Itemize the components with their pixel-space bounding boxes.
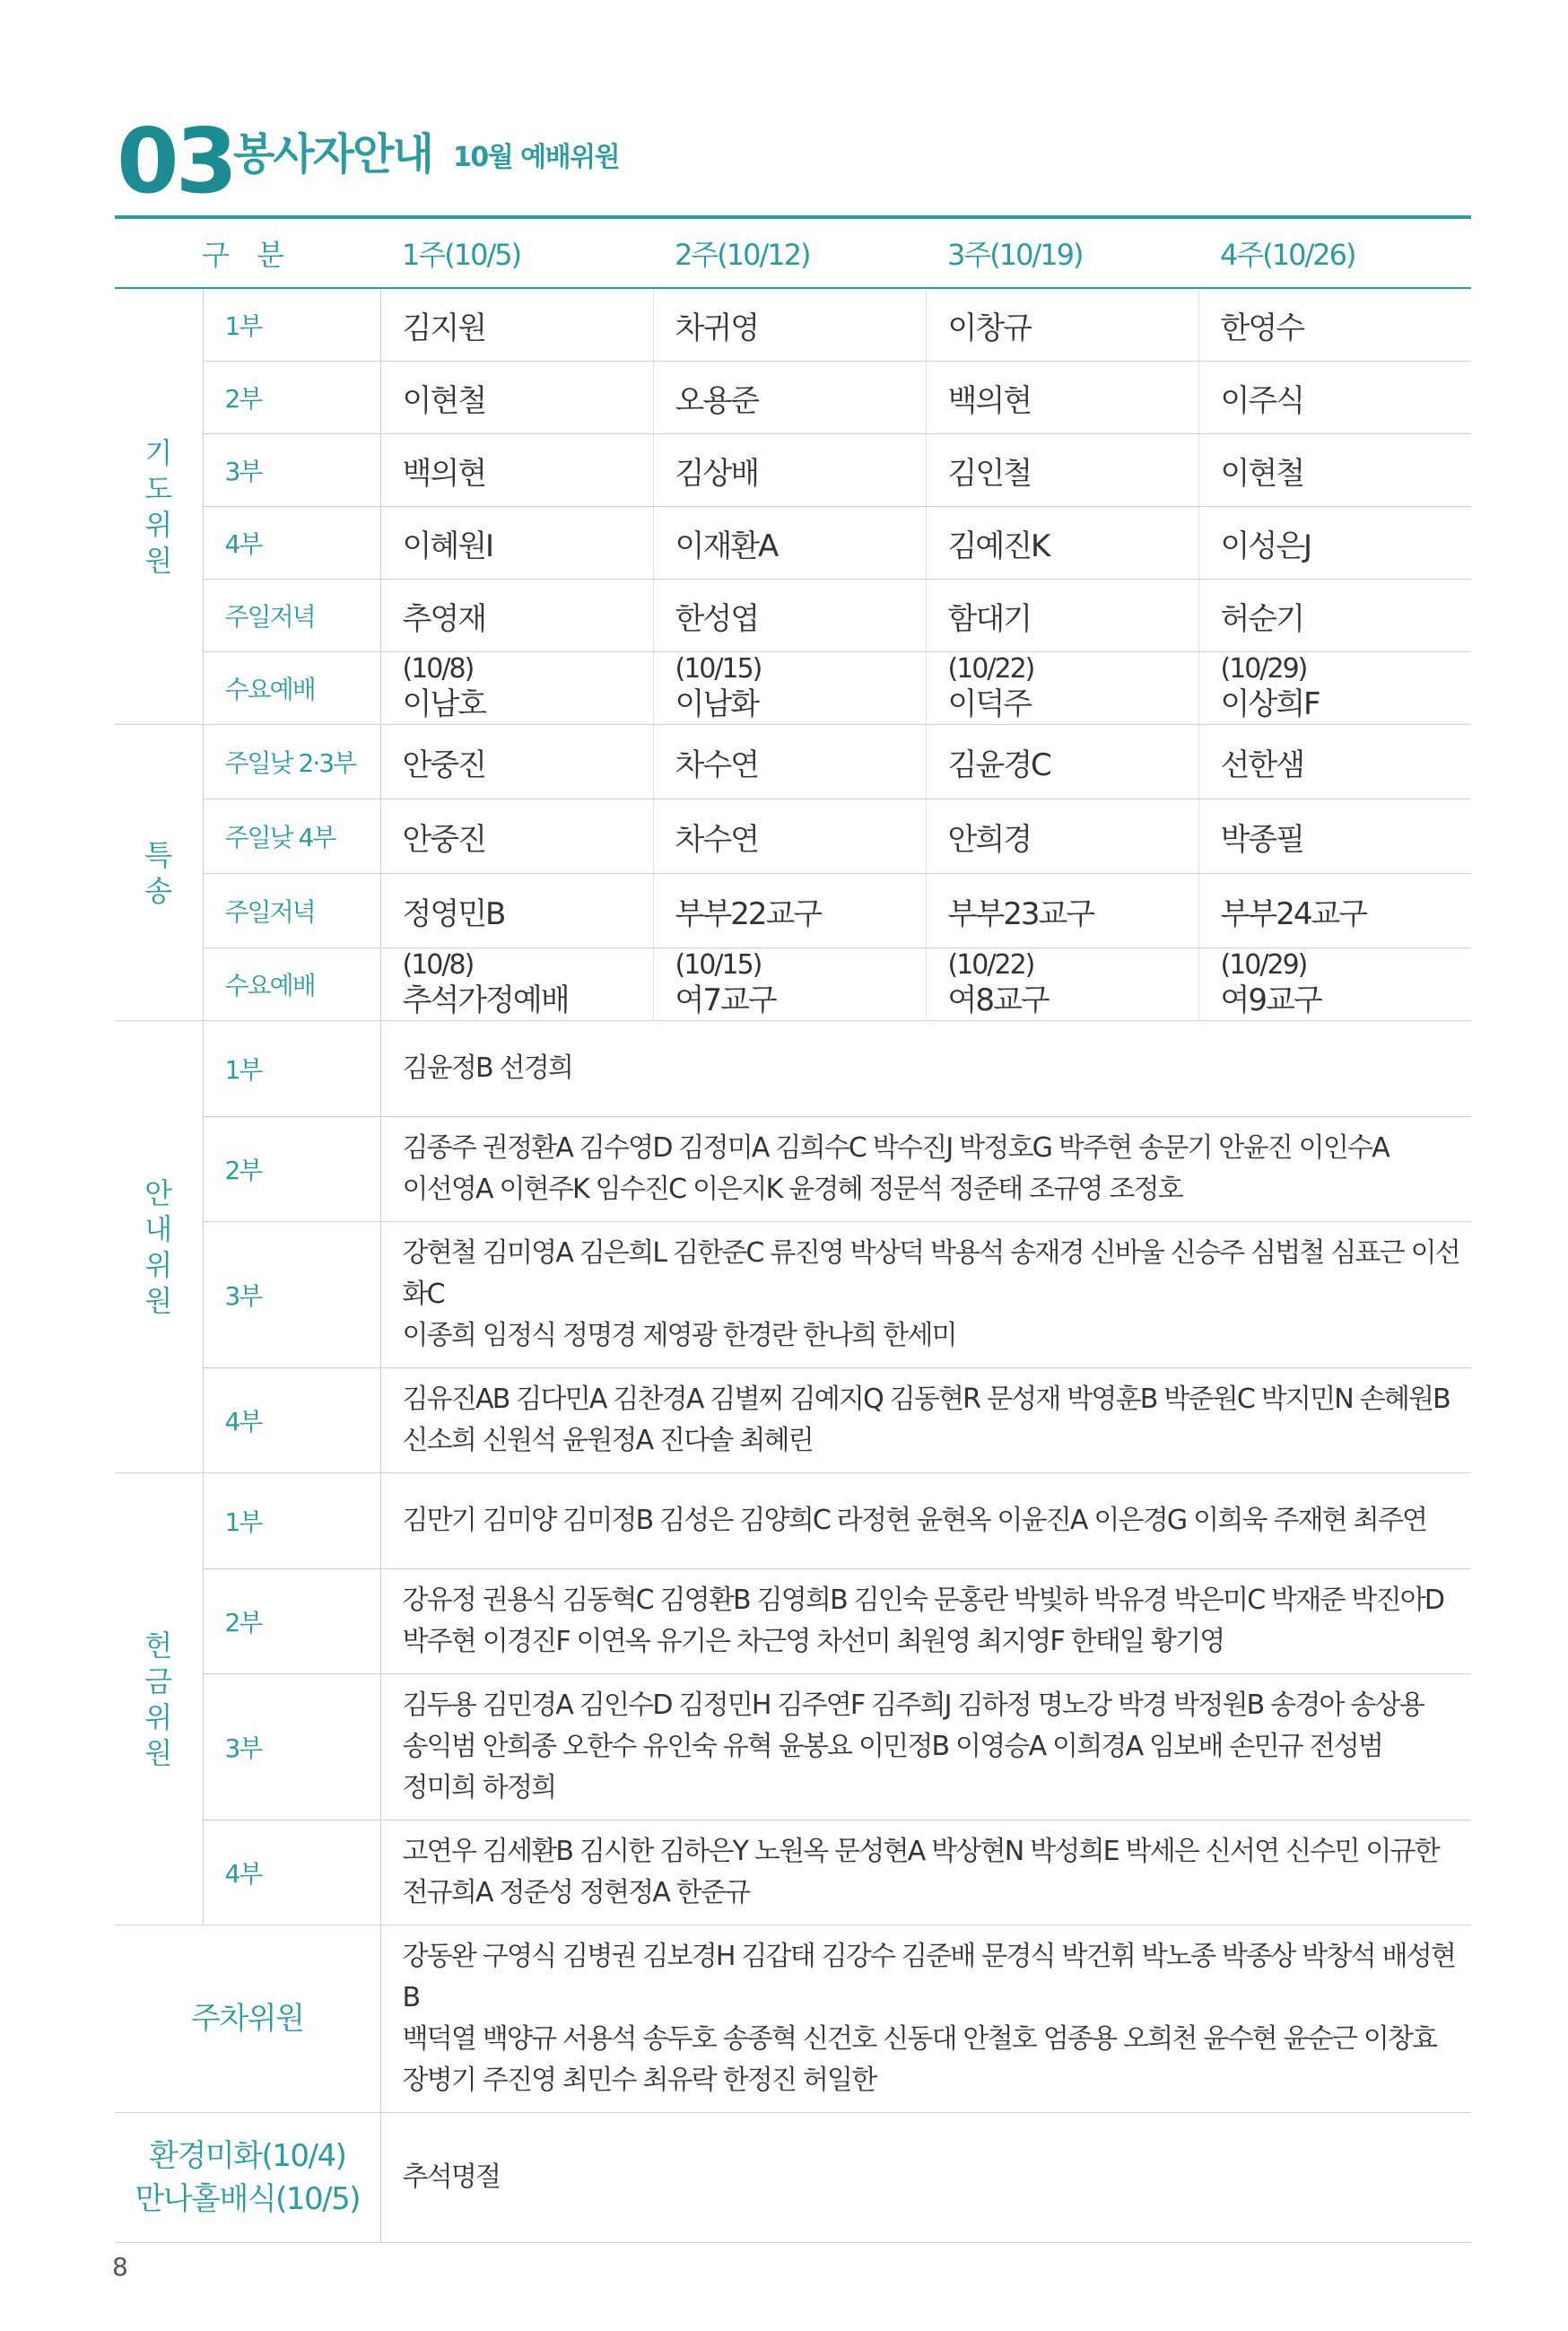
table-cell: [380, 948, 653, 1021]
table-cell: [926, 652, 1198, 725]
row-label: 3부: [203, 434, 380, 507]
cell-name: 추석가정예배: [402, 982, 569, 1018]
table-cell: 김예진K: [926, 507, 1198, 580]
table-cell: 김상배: [653, 434, 926, 507]
table-row: [115, 362, 1471, 434]
table-cell: [653, 948, 926, 1021]
names-line: 고연우 김세환B 김시한 김하은Y 노원옥 문성현A 박상현N 박성희E 박세은 신서연 신수민 이규한: [402, 1836, 1439, 1867]
table-cell: [380, 652, 653, 725]
cell-name: 이덕주: [947, 686, 1032, 722]
row-label: 3부: [203, 1222, 380, 1368]
table-row: [115, 1222, 1471, 1368]
table-cell: 차귀영: [653, 288, 926, 362]
category-label: 기도위원: [144, 435, 173, 578]
table-cell: 정영민B: [380, 874, 653, 948]
table-cell: 차수연: [653, 725, 926, 799]
table-row: [115, 580, 1471, 652]
table-row: [115, 725, 1471, 799]
row-label: 4부: [203, 1368, 380, 1473]
table-cell: 이현철: [1198, 434, 1471, 507]
row-label: 1부: [203, 288, 380, 362]
names-cell: [380, 1674, 1471, 1820]
category-prayer: [115, 288, 203, 725]
cell-date: (10/15): [675, 653, 762, 685]
table-cell: [653, 652, 926, 725]
table-row: [115, 948, 1471, 1021]
names-cell: [380, 1021, 1471, 1117]
table-row: [115, 2113, 1471, 2243]
names-line: 강동완 구영식 김병권 김보경H 김갑태 김강수 김준배 문경식 박건휘 박노종 박종상 박창석 배성현B: [402, 1941, 1456, 2013]
table-cell: 백의현: [380, 434, 653, 507]
cell-date: (10/29): [1220, 949, 1307, 981]
table-row: [115, 1473, 1471, 1569]
names-line: 박주현 이경진F 이연옥 유기은 차근영 차선미 최원영 최지영F 한태일 황기영: [402, 1626, 1224, 1657]
table-row: [115, 874, 1471, 948]
names-line: 신소희 신원석 윤원정A 진다솔 최혜린: [402, 1425, 813, 1456]
row-label: 2부: [203, 362, 380, 434]
cell-date: (10/29): [1220, 653, 1307, 685]
table-row: [115, 1925, 1471, 2113]
names-line: 정미희 하정희: [402, 1772, 556, 1803]
table-cell: 안중진: [380, 725, 653, 799]
names-cell: [380, 1117, 1471, 1222]
names-line: 백덕열 백양규 서용석 송두호 송종혁 신건호 신동대 안철호 엄종용 오희천 윤수현 윤순근 이창효: [402, 2023, 1437, 2055]
names-line: 장병기 주진영 최민수 최유락 한정진 허일한: [402, 2065, 876, 2096]
page-number: 8: [112, 2252, 128, 2282]
names-cell: [380, 1473, 1471, 1569]
row-label: 4부: [203, 507, 380, 580]
table-row: [115, 507, 1471, 580]
table-row: [115, 652, 1471, 725]
table-cell: 선한샘: [1198, 725, 1471, 799]
cell-name: 여7교구: [675, 982, 776, 1018]
category-offering: [115, 1473, 203, 1925]
names-cell: [380, 1820, 1471, 1925]
table-cell: [1198, 948, 1471, 1021]
table-cell: 이주식: [1198, 362, 1471, 434]
table-row: [115, 1569, 1471, 1674]
table-cell: 차수연: [653, 799, 926, 874]
table-row: [115, 799, 1471, 874]
row-label: 주일낮 4부: [203, 799, 380, 874]
table-row: [115, 1021, 1471, 1117]
cell-date: (10/22): [947, 949, 1034, 981]
table-cell: [926, 948, 1198, 1021]
table-cell: 이성은J: [1198, 507, 1471, 580]
names-line: 김유진AB 김다민A 김찬경A 김별찌 김예지Q 김동현R 문성재 박영훈B 박준원C 박지민N 손혜원B: [402, 1384, 1450, 1415]
table-cell: 한영수: [1198, 288, 1471, 362]
env-label-1: 환경미화(10/4): [149, 2138, 346, 2174]
cell-date: (10/22): [947, 653, 1034, 685]
names-cell: 추석명절: [380, 2113, 1471, 2243]
table-row: [115, 434, 1471, 507]
volunteer-table: [115, 215, 1471, 2243]
table-row: [115, 288, 1471, 362]
section-title: 봉사자안내: [233, 129, 432, 179]
table-cell: 부부24교구: [1198, 874, 1471, 948]
table-cell: 김지원: [380, 288, 653, 362]
table-cell: 추영재: [380, 580, 653, 652]
row-label: 2부: [203, 1117, 380, 1222]
header-week-3: 3주(10/19): [926, 217, 1198, 288]
category-label: 안내위원: [144, 1175, 173, 1318]
table-row: [115, 1117, 1471, 1222]
table-cell: 오용준: [653, 362, 926, 434]
table-cell: 허순기: [1198, 580, 1471, 652]
row-label: 1부: [203, 1021, 380, 1117]
table-cell: 이창규: [926, 288, 1198, 362]
category-parking: 주차위원: [115, 1925, 380, 2113]
names-line: 강현철 김미영A 김은희L 김한준C 류진영 박상덕 박용석 송재경 신바울 신승주 심법철 심표근 이선화C: [402, 1237, 1459, 1310]
cell-name: 이남호: [402, 686, 486, 722]
names-cell: [380, 1368, 1471, 1473]
table-cell: 한성엽: [653, 580, 926, 652]
names-cell: [380, 1569, 1471, 1674]
cell-name: 여9교구: [1220, 982, 1321, 1018]
cell-date: (10/15): [675, 949, 762, 981]
section-header: [117, 108, 1462, 214]
table-cell: 김인철: [926, 434, 1198, 507]
category-label: 특송: [144, 837, 173, 908]
table-cell: 이재환A: [653, 507, 926, 580]
category-special: [115, 725, 203, 1021]
names-line: 강유정 권용식 김동혁C 김영환B 김영희B 김인숙 문홍란 박빛하 박유경 박은미C 박재준 박진아D: [402, 1585, 1444, 1616]
header-category: 구 분: [115, 217, 380, 288]
category-environment: [115, 2113, 380, 2243]
cell-name: 여8교구: [947, 982, 1049, 1018]
table-cell: 함대기: [926, 580, 1198, 652]
row-label: 주일저녁: [203, 874, 380, 948]
category-guide: [115, 1021, 203, 1473]
header-week-4: 4주(10/26): [1198, 217, 1471, 288]
table-cell: 백의현: [926, 362, 1198, 434]
names-line: 김만기 김미양 김미정B 김성은 김양희C 라정현 윤현옥 이윤진A 이은경G 이희욱 주재현 최주연: [402, 1505, 1427, 1536]
row-label: 4부: [203, 1820, 380, 1925]
cell-date: (10/8): [402, 653, 474, 685]
category-label: 헌금위원: [144, 1628, 173, 1770]
names-line: 송익범 안희종 오한수 유인숙 유혁 윤봉요 이민정B 이영승A 이희경A 임보배 손민규 전성범: [402, 1731, 1383, 1762]
cell-name: 이남화: [675, 686, 759, 722]
names-line: 김종주 권정환A 김수영D 김정미A 김희수C 박수진J 박정호G 박주현 송문기 안윤진 이인수A: [402, 1132, 1389, 1164]
table-row: [115, 1368, 1471, 1473]
header-week-2: 2주(10/12): [653, 217, 926, 288]
table-cell: 이현철: [380, 362, 653, 434]
names-line: 전규희A 정준성 정현정A 한준규: [402, 1877, 750, 1908]
cell-name: 이상희F: [1220, 686, 1320, 722]
table-row: [115, 1820, 1471, 1925]
row-label: 주일저녁: [203, 580, 380, 652]
names-line: 이종희 임정식 정명경 제영광 한경란 한나희 한세미: [402, 1320, 956, 1351]
table-cell: 부부22교구: [653, 874, 926, 948]
section-number: 03: [117, 109, 235, 214]
table-cell: [1198, 652, 1471, 725]
table-header-row: [115, 217, 1471, 288]
section-subtitle: 10월 예배위원: [453, 142, 620, 173]
names-line: 이선영A 이현주K 임수진C 이은지K 윤경혜 정문석 정준태 조규영 조정호: [402, 1174, 1182, 1205]
table-cell: 안희경: [926, 799, 1198, 874]
table-cell: 김윤경C: [926, 725, 1198, 799]
names-line: 김두용 김민경A 김인수D 김정민H 김주연F 김주희J 김하정 명노강 박경 박정원B 송경아 송상용: [402, 1689, 1424, 1721]
table-cell: 이혜원I: [380, 507, 653, 580]
env-label-2: 만나홀배식(10/5): [135, 2181, 361, 2217]
table-cell: 박종필: [1198, 799, 1471, 874]
table-cell: 안중진: [380, 799, 653, 874]
row-label: 수요예배: [203, 652, 380, 725]
table-row: [115, 1674, 1471, 1820]
names-cell: [380, 1222, 1471, 1368]
row-label: 주일낮 2·3부: [203, 725, 380, 799]
names-line: 김윤정B 선경희: [402, 1052, 573, 1084]
row-label: 3부: [203, 1674, 380, 1820]
row-label: 1부: [203, 1473, 380, 1569]
row-label: 수요예배: [203, 948, 380, 1021]
names-cell: [380, 1925, 1471, 2113]
header-week-1: 1주(10/5): [380, 217, 653, 288]
table-cell: 부부23교구: [926, 874, 1198, 948]
row-label: 2부: [203, 1569, 380, 1674]
cell-date: (10/8): [402, 949, 474, 981]
